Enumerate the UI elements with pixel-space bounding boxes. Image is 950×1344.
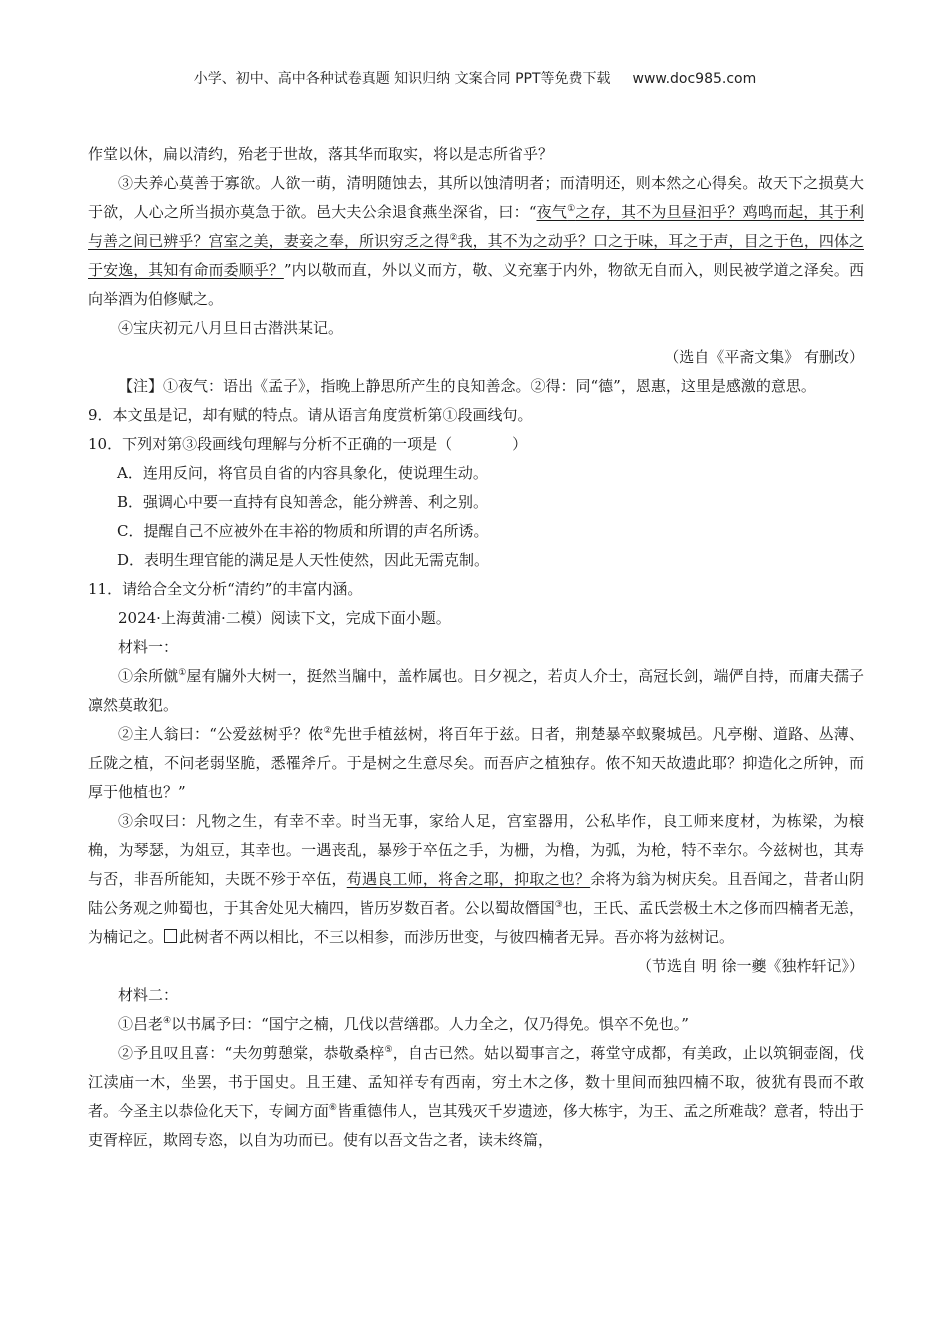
footnote-marker: ③ bbox=[554, 900, 563, 910]
material2-label: 材料二： bbox=[118, 986, 179, 1004]
passage2-intro: 2024·上海黄浦·二模）阅读下文，完成下面小题。 bbox=[118, 609, 451, 627]
option-c: C．提醒自己不应被外在丰裕的物质和所谓的声名所诱。 bbox=[117, 522, 489, 540]
m1p2-text-a: ②主人翁曰：“公爱兹树乎？侬 bbox=[118, 725, 324, 743]
footnote-marker: ② bbox=[323, 726, 332, 736]
footnote-marker: ⑥ bbox=[328, 1103, 338, 1113]
m1p2-text-b: 先世手植兹树，将百年于兹。日者，荆楚暴卒蚁聚城邑。凡亭榭、道路、丛薄、丘陇之植，不问老弱坚脆，悉罹斧斤。于是树之生意尽矣。而吾庐之植独存。侬不知天故遗此耶？抑造化之所钟，而厚于他植也？” bbox=[88, 725, 864, 801]
p3-underline-3: 我，其不为之动乎？口之于味，耳之于声，目之于色，四体之于安逸，其知有命而委顺乎？ bbox=[88, 232, 864, 279]
p3-text-b: ”内以敬而直，外以义而方，敬、义充塞于内外，物欲无自而入，则民被学道之泽矣。西向举酒为伯修赋之。 bbox=[88, 261, 864, 308]
material1-label: 材料一： bbox=[118, 638, 179, 656]
m2p2-text-c: 皆重德伟人，岂其残灭千岁遗迹，侈大栋宇，为王、孟之所难哉？意者，特出于吏胥梓匠，欺罔专恣，以自为功而已。使有以吾文告之者，读未终篇， bbox=[88, 1102, 864, 1149]
passage1-note: 【注】①夜气：语出《孟子》，指晚上静思所产生的良知善念。②得：同“德”，恩惠，这里是感激的意思。 bbox=[118, 377, 816, 395]
material1-paragraph-2 bbox=[88, 720, 864, 807]
header-url[interactable]: www.doc985.com bbox=[632, 71, 757, 87]
p3-underline-1: 夜气 bbox=[536, 203, 568, 221]
footnote-marker-1: ① bbox=[567, 204, 576, 214]
material2-paragraph-2 bbox=[88, 1039, 864, 1155]
m1p3-text-c: 也，王氏、孟氏尝极土木之侈而四楠者无恙，为楠记之。 bbox=[88, 899, 864, 946]
m1p1-text-a: ①余所僦 bbox=[118, 667, 179, 685]
m2p2-text-b: ，自古已然。姑以蜀事言之，蒋堂守成都，有美政，止以筑铜壶阁，伐江渎庙一木，坐罢，书于国史。且王建、孟知祥专有西南，穷土木之侈，数十里间而独四楠不取，彼犹有畏而不敢者。今圣主以恭俭化天下，专阃方面 bbox=[88, 1044, 864, 1120]
m1p3-text-a: ③余叹曰：凡物之生，有幸不幸。时当无事，家给人足，宫室器用，公私毕作，良工师来度材，为栋梁，为榱桷，为琴瑟，为俎豆，其幸也。一遇丧乱，暴殄于卒伍之手，为栅，为橹，为弧，为枪，特不幸尔。今兹树也，其寿与否，非吾所能知，夫既不殄于卒伍， bbox=[88, 812, 864, 888]
m1p3-underlined-sentence: 苟遇良工师，将舍之耶，抑取之也？ bbox=[346, 870, 591, 888]
material1-paragraph-1 bbox=[88, 662, 864, 720]
m2p1-text-a: ①吕老 bbox=[118, 1015, 164, 1033]
option-a: A．连用反问，将官员自省的内容具象化，使说理生动。 bbox=[117, 464, 488, 482]
m2p2-text-a: ②予且叹且喜：“夫勿剪憩棠，恭敬桑梓 bbox=[118, 1044, 385, 1062]
blank-box bbox=[164, 929, 177, 943]
question-10: 10．下列对第③段画线句理解与分析不正确的一项是（ ） bbox=[88, 435, 528, 453]
m1p1-text-b: 屋有牖外大树一，挺然当牖中，盖柞属也。日夕视之，若贞人介士，高冠长剑，端俨自持，而庸夫孺子凛然莫敢犯。 bbox=[88, 667, 864, 714]
question-9: 9．本文虽是记，却有赋的特点。请从语言角度赏析第①段画线句。 bbox=[88, 406, 533, 424]
passage1-source: （选自《平斋文集》 有删改） bbox=[664, 348, 864, 366]
passage1-paragraph-4: ④宝庆初元八月旦日古潜洪某记。 bbox=[118, 319, 344, 337]
option-b: B．强调心中要一直持有良知善念，能分辨善、利之别。 bbox=[117, 493, 489, 511]
header-text: 小学、初中、高中各种试卷真题 知识归纳 文案合同 PPT等免费下载 bbox=[193, 71, 611, 87]
material2-paragraph-1 bbox=[88, 1010, 864, 1039]
material1-source: （节选自 明 徐一夔《独柞轩记》） bbox=[636, 957, 864, 975]
footnote-marker-2: ② bbox=[449, 233, 458, 243]
material1-paragraph-3 bbox=[88, 807, 864, 952]
document-body bbox=[88, 140, 864, 1155]
passage1-paragraph-continued: 作堂以休，扁以清约，殆老于世故，落其华而取实，将以是志所省乎？ bbox=[88, 145, 554, 163]
page-header bbox=[0, 68, 950, 88]
m1p3-text-d: 此树者不两以相比，不三以相参，而涉历世变，与彼四楠者无异。吾亦将为兹树记。 bbox=[179, 928, 735, 946]
footnote-marker: ① bbox=[178, 668, 187, 678]
m1p3-text-b: 余将为翁为树庆矣。且吾闻之，昔者山阴陆公务观之帅蜀也，于其舍处见大楠四，皆历岁数百者。公以蜀故僭国 bbox=[88, 870, 864, 917]
passage1-paragraph-3 bbox=[88, 169, 864, 314]
p3-text-a: ③夫养心莫善于寡欲。人欲一萌，清明随蚀去，其所以蚀清明者；而清明还，则本然之心得矣。故天下之损莫大于欲，人心之所当损亦莫急于欲。邑大夫公余退食燕坐深省，曰：“ bbox=[88, 174, 864, 221]
question-11: 11．请给合全文分析“清约”的丰富内涵。 bbox=[88, 580, 363, 598]
option-d: D．表明生理官能的满足是人天性使然，因此无需克制。 bbox=[117, 551, 490, 569]
footnote-marker: ⑤ bbox=[384, 1045, 393, 1055]
m2p1-text-b: 以书属予曰：“国宁之楠，几伐以营缮郡。人力全之，仅乃得免。惧卒不免也。” bbox=[171, 1015, 689, 1033]
footnote-marker: ④ bbox=[163, 1016, 172, 1026]
p3-underline-2: 之存，其不为旦昼汩乎？鸡鸣而起，其于利与善之间已辨乎？宫室之美，妻妾之奉，所识穷乏之得 bbox=[88, 203, 864, 250]
